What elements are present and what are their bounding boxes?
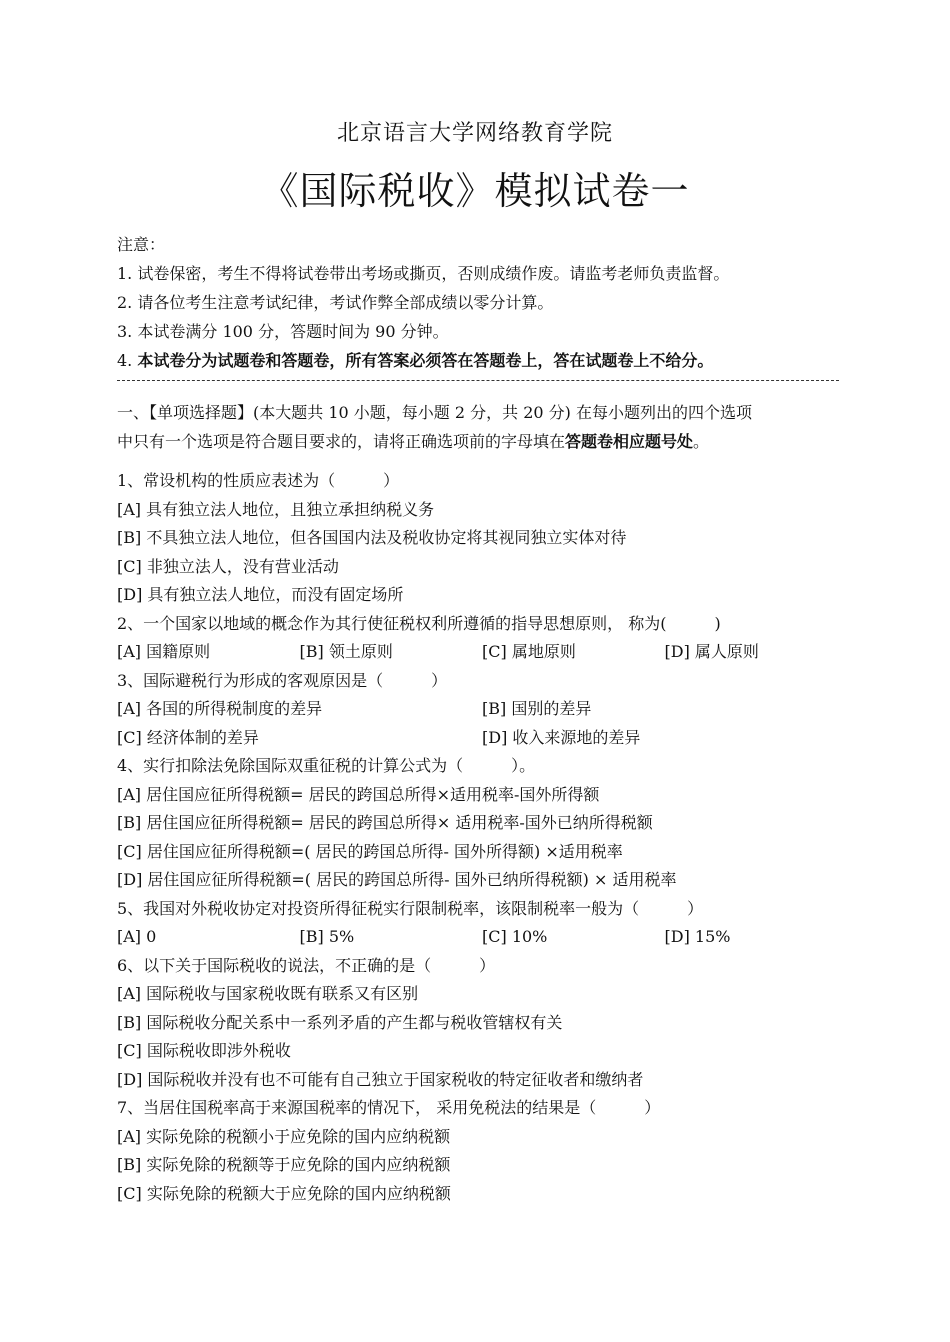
question-3-stem: 3、国际避税行为形成的客观原因是（ ）	[117, 670, 448, 690]
question-5-option-d: [D] 15%	[664, 927, 731, 946]
notice-item-4-number: 4.	[117, 351, 138, 370]
question-5-stem: 5、我国对外税收协定对投资所得征税实行限制税率，该限制税率一般为（ ）	[117, 898, 704, 918]
notice-item-4	[117, 346, 857, 375]
question-1-option-d: [D] 具有独立法人地位，而没有固定场所	[117, 585, 404, 604]
question-2-options	[117, 638, 847, 667]
notice-item-3: 3. 本试卷满分 100 分，答题时间为 90 分钟。	[117, 322, 449, 341]
question-5-options	[117, 923, 847, 952]
question-7-option-c: [C] 实际免除的税额大于应免除的国内应纳税额	[117, 1183, 451, 1203]
question-4-option-a: [A] 居住国应征所得税额= 居民的跨国总所得×适用税率-国外所得额	[117, 784, 600, 804]
section-line-2-suffix: 。	[693, 432, 710, 451]
question-3-options-row-1	[117, 695, 847, 724]
section-line-2	[117, 427, 847, 456]
question-4-option-c: [C] 居住国应征所得税额=( 居民的跨国总所得- 国外所得额) ×适用税率	[117, 841, 623, 861]
notice-item-2: 2. 请各位考生注意考试纪律，考试作弊全部成绩以零分计算。	[117, 293, 554, 312]
question-1-stem: 1、常设机构的性质应表述为（ ）	[117, 471, 400, 490]
question-3-option-a: [A] 各国的所得税制度的差异	[117, 699, 323, 718]
section-instructions	[117, 398, 847, 456]
question-4-option-d: [D] 居住国应征所得税额=( 居民的跨国总所得- 国外已纳所得税额) × 适用税率	[117, 870, 677, 889]
question-1-option-a: [A] 具有独立法人地位，且独立承担纳税义务	[117, 499, 435, 519]
exam-title: 《国际税收》模拟试卷一	[260, 169, 690, 213]
question-3-option-c: [C] 经济体制的差异	[117, 727, 259, 747]
section-line-2-prefix: 中只有一个选项是符合题目要求的，请将正确选项前的字母填在	[117, 432, 566, 451]
question-7-stem: 7、当居住国税率高于来源国税率的情况下， 采用免税法的结果是（ ）	[117, 1098, 661, 1117]
question-7-option-a: [A] 实际免除的税额小于应免除的国内应纳税额	[117, 1126, 451, 1146]
dashed-divider	[117, 380, 839, 381]
notice-item-4-text: 本试卷分为试题卷和答题卷，所有答案必须答在答题卷上，答在试题卷上不给分。	[137, 351, 714, 370]
question-3-option-b: [B] 国别的差异	[482, 699, 592, 718]
question-5-option-a: [A] 0	[117, 927, 157, 946]
question-3-option-d: [D] 收入来源地的差异	[482, 727, 641, 747]
school-name: 北京语言大学网络教育学院	[336, 121, 613, 146]
question-1-option-b: [B] 不具独立法人地位，但各国国内法及税收协定将其视同独立实体对待	[117, 528, 627, 547]
question-5-option-b: [B] 5%	[299, 927, 355, 946]
question-6-option-a: [A] 国际税收与国家税收既有联系又有区别	[117, 984, 419, 1003]
section-line-2-bold: 答题卷相应题号处	[565, 432, 694, 451]
question-6-stem: 6、以下关于国际税收的说法，不正确的是（ ）	[117, 955, 496, 975]
notice-block	[117, 230, 857, 375]
question-2-stem: 2、一个国家以地域的概念作为其行使征税权利所遵循的指导思想原则， 称为( )	[117, 613, 721, 633]
question-2-option-b: [B] 领土原则	[299, 642, 393, 661]
question-7-option-b: [B] 实际免除的税额等于应免除的国内应纳税额	[117, 1155, 451, 1174]
question-1-option-c: [C] 非独立法人，没有营业活动	[117, 556, 339, 576]
question-6-option-c: [C] 国际税收即涉外税收	[117, 1041, 291, 1060]
question-2-option-a: [A] 国籍原则	[117, 642, 211, 661]
question-3-options-row-2	[117, 724, 847, 753]
section-line-1: 一、【单项选择题】(本大题共 10 小题，每小题 2 分，共 20 分) 在每小题列出的四个选项	[117, 403, 752, 422]
question-list	[117, 467, 847, 1208]
question-6-option-b: [B] 国际税收分配关系中一系列矛盾的产生都与税收管辖权有关	[117, 1012, 563, 1032]
question-4-option-b: [B] 居住国应征所得税额= 居民的跨国总所得× 适用税率-国外已纳所得税额	[117, 813, 653, 832]
question-2-option-c: [C] 属地原则	[482, 642, 576, 661]
notice-heading: 注意：	[117, 235, 166, 254]
question-2-option-d: [D] 属人原则	[664, 642, 759, 661]
notice-item-1: 1. 试卷保密，考生不得将试卷带出考场或撕页，否则成绩作废。请监考老师负责监督。	[117, 264, 730, 283]
question-4-stem: 4、实行扣除法免除国际双重征税的计算公式为（ ）。	[117, 756, 536, 775]
question-5-option-c: [C] 10%	[482, 927, 548, 946]
question-6-option-d: [D] 国际税收并没有也不可能有自己独立于国家税收的特定征收者和缴纳者	[117, 1069, 644, 1089]
